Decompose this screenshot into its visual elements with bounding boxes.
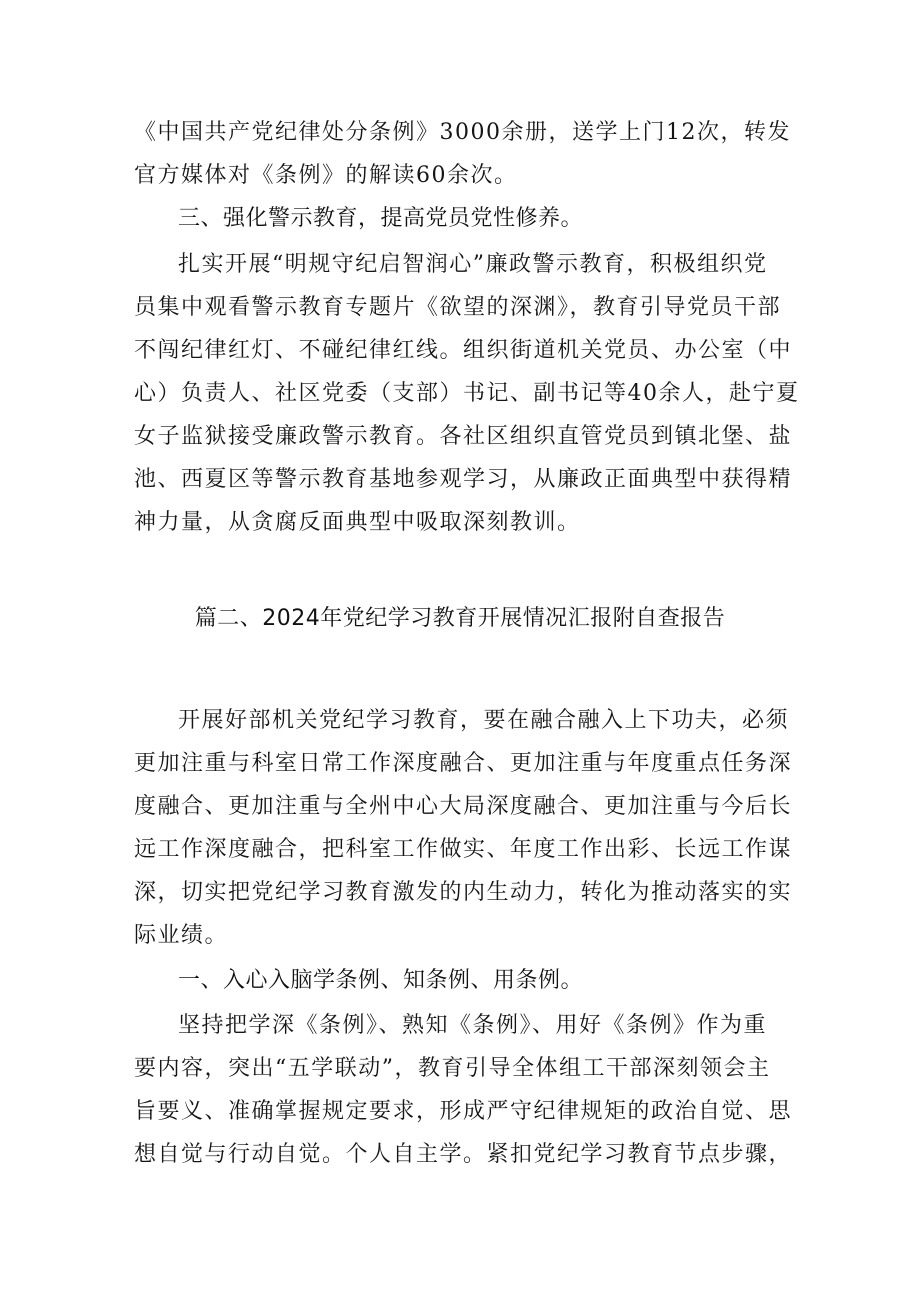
paragraph-line: 员集中观看警示教育专题片《欲望的深渊》，教育引导党员干部 bbox=[134, 295, 782, 320]
paragraph-line: 度融合、更加注重与全州中心大局深度融合、更加注重与今后长 bbox=[134, 794, 793, 819]
paragraph-line: 更加注重与科室日常工作深度融合、更加注重与年度重点任务深 bbox=[134, 751, 793, 776]
paragraph-line: 旨要义、准确掌握规定要求，形成严守纪律规矩的政治自觉、思 bbox=[134, 1099, 793, 1124]
paragraph-line: 深，切实把党纪学习教育激发的内生动力，转化为推动落实的实 bbox=[134, 880, 793, 905]
chapter-title: 篇二、2024年党纪学习教育开展情况汇报附自查报告 bbox=[194, 606, 726, 631]
paragraph-line: 开展好部机关党纪学习教育，要在融合融入上下功夫，必须 bbox=[178, 708, 790, 733]
paragraph-line: 扎实开展“明规守纪启智润心”廉政警示教育，积极组织党 bbox=[178, 252, 768, 277]
paragraph-line: 《中国共产党纪律处分条例》3000余册，送学上门12次，转发 bbox=[134, 120, 791, 145]
paragraph-line: 际业绩。 bbox=[134, 923, 229, 948]
paragraph-line: 神力量，从贪腐反面典型中吸取深刻教训。 bbox=[134, 510, 581, 535]
paragraph-line: 想自觉与行动自觉。个人自主学。紧扣党纪学习教育节点步骤， bbox=[134, 1142, 793, 1167]
paragraph-line: 官方媒体对《条例》的解读60余次。 bbox=[134, 163, 518, 188]
paragraph-line: 坚持把学深《条例》、熟知《条例》、用好《条例》作为重 bbox=[178, 1013, 768, 1038]
section-heading: 一、入心入脑学条例、知条例、用条例。 bbox=[178, 968, 584, 993]
paragraph-line: 不闯纪律红灯、不碰纪律红线。组织街道机关党员、办公室（中 bbox=[134, 338, 793, 363]
paragraph-line: 心）负责人、社区党委（支部）书记、副书记等40余人，赴宁夏 bbox=[134, 381, 800, 406]
section-heading: 三、强化警示教育，提高党员党性修养。 bbox=[178, 206, 584, 231]
paragraph-line: 池、西夏区等警示教育基地参观学习，从廉政正面典型中获得精 bbox=[134, 467, 793, 492]
paragraph-line: 要内容，突出“五学联动”，教育引导全体组工干部深刻领会主 bbox=[134, 1056, 771, 1081]
paragraph-line: 女子监狱接受廉政警示教育。各社区组织直管党员到镇北堡、盐 bbox=[134, 424, 793, 449]
paragraph-line: 远工作深度融合，把科室工作做实、年度工作出彩、长远工作谋 bbox=[134, 837, 793, 862]
